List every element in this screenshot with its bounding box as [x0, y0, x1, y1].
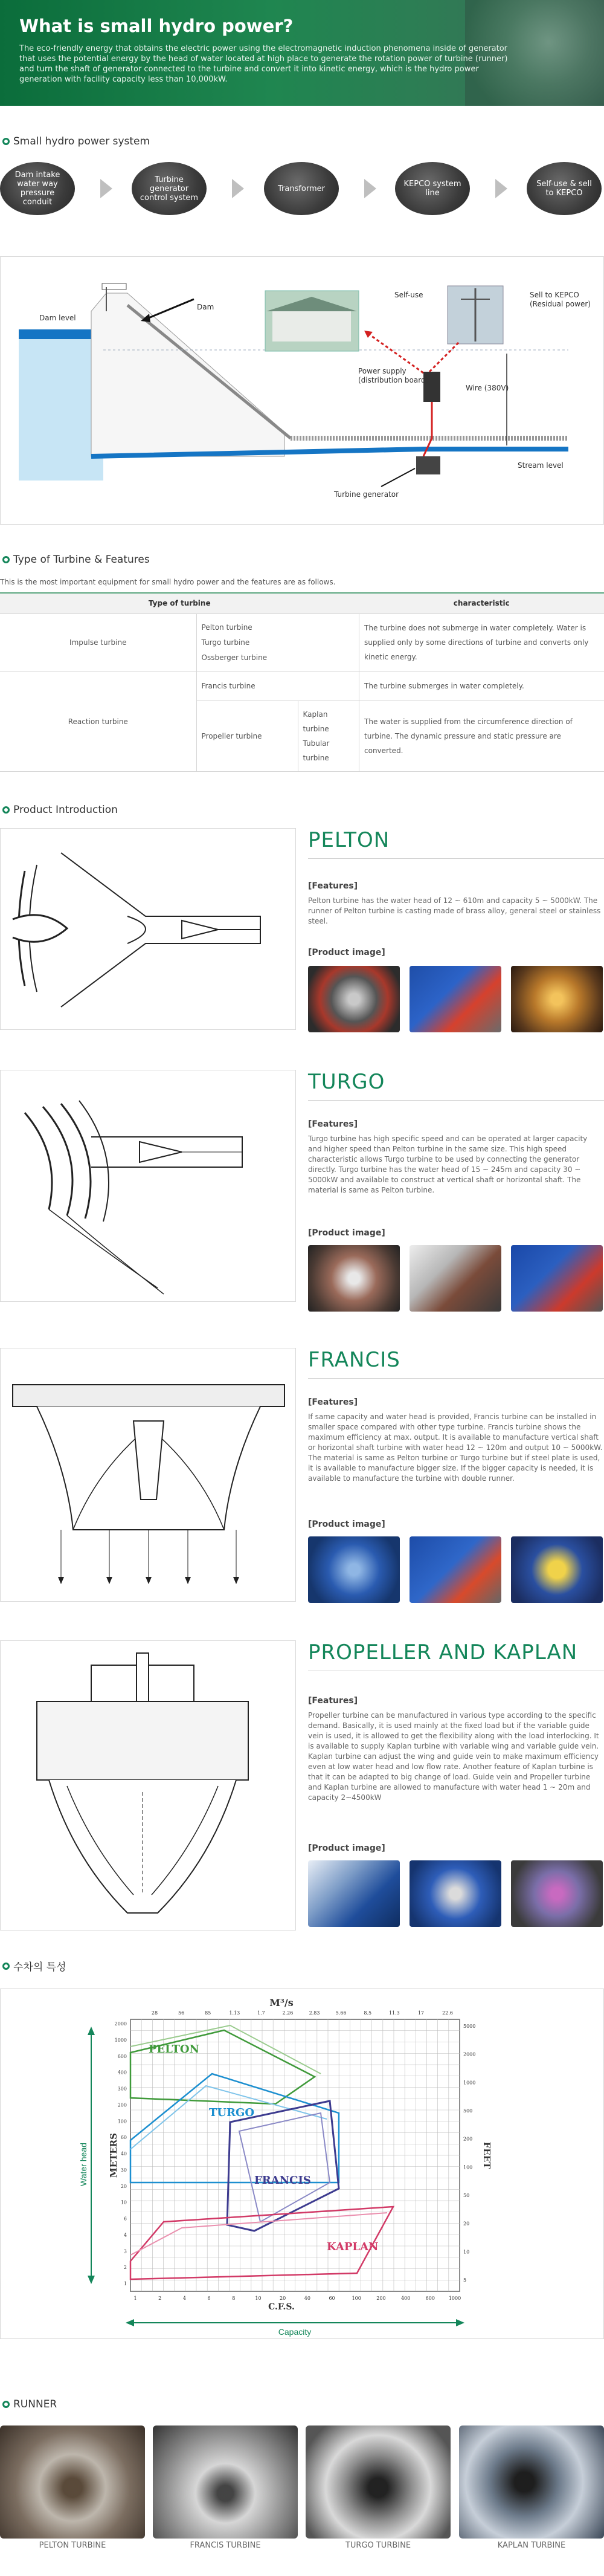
runner-caption: KAPLAN TURBINE	[497, 2541, 566, 2550]
bullet-icon	[2, 2401, 10, 2408]
product-name: FRANCIS	[308, 1348, 400, 1372]
product-image[interactable]	[511, 966, 603, 1032]
tick-label: 4	[182, 2296, 186, 2301]
tick-label: 3	[123, 2248, 127, 2254]
product-image[interactable]	[511, 1860, 603, 1927]
tick-label: 2000	[114, 2021, 127, 2027]
tick-label: 20	[280, 2296, 286, 2301]
label-sell: Sell to KEPCO (Residual power)	[530, 291, 591, 308]
product-image-label: [Product image]	[308, 1843, 385, 1853]
tick-label: 10	[255, 2296, 262, 2301]
water-head-label: Water head	[79, 2143, 88, 2186]
tick-label: 400	[117, 2070, 127, 2076]
tick-label: 5000	[463, 2024, 476, 2029]
tick-label: 1000	[448, 2296, 461, 2301]
product-name: PROPELLER AND KAPLAN	[308, 1640, 578, 1665]
tick-label: 10	[463, 2249, 470, 2255]
capacity-label: Capacity	[278, 2327, 312, 2337]
turbine-generator-unit	[416, 456, 440, 474]
tick-label: 10	[120, 2199, 127, 2205]
bullet-icon	[2, 1963, 10, 1970]
system-diagram	[0, 256, 604, 525]
capacity-arrowhead	[126, 2319, 134, 2326]
turbine-section-description: This is the most important equipment for small hydro power and the features are as follows.	[0, 578, 336, 586]
product-image[interactable]	[511, 1536, 603, 1603]
tick-label: 8.5	[364, 2010, 372, 2016]
product-image[interactable]	[410, 1245, 501, 1312]
turbine-table	[0, 592, 604, 772]
runner-image-pelton[interactable]	[0, 2426, 145, 2539]
features-label: [Features]	[308, 1696, 358, 1706]
tick-label: 200	[463, 2136, 473, 2142]
tick-label: 20	[120, 2183, 127, 2189]
table-header-row	[0, 593, 604, 613]
tick-label: 60	[329, 2296, 335, 2301]
tick-label: 1	[123, 2281, 127, 2286]
francis-char: The turbine submerges in water completely.	[359, 672, 604, 701]
runner-image-francis[interactable]	[153, 2426, 298, 2539]
product-image[interactable]	[308, 1536, 400, 1603]
tick-label: 2.83	[309, 2010, 320, 2016]
tick-label: 20	[463, 2221, 470, 2227]
francis-type: Francis turbine	[196, 672, 359, 701]
product-description: Propeller turbine can be manufactured in various type according to the specific demand. Basically, it is used mainly at the fixed load but if the variable guide vein is used, it is allowed to get the flexibility along with the load interlocking. It is available to supply Kaplan turbine with variable wing and variable guide vein. Kaplan turbine can adjust the wing and guide vein to make maximum efficiency even at low water head and low flow rate. Another feature of Kaplan turbine is that it can be adapted to big change of load. Guide vein and Propeller turbine and Kaplan turbine are allowed to manufacture with water head 1 ~ 20m and capacity 2~4500kW	[308, 1711, 599, 1802]
header-banner	[0, 0, 604, 106]
propeller-char: The water is supplied from the circumference direction of turbine. The dynamic pressure and static pressure are converted.	[359, 701, 604, 771]
label-stream-level: Stream level	[518, 461, 564, 470]
runner-image-turgo[interactable]	[306, 2426, 451, 2539]
flow-step-3: Transformer	[264, 162, 339, 215]
product-image-label: [Product image]	[308, 1228, 385, 1238]
runner-caption: FRANCIS TURBINE	[190, 2541, 261, 2550]
list-item: Tubular turbine	[303, 739, 330, 762]
runner-image-kaplan[interactable]	[459, 2426, 604, 2539]
table-header: Type of turbine	[0, 593, 359, 613]
tick-label: 200	[376, 2296, 386, 2301]
flow-step-5: Self-use & sell to KEPCO	[527, 162, 602, 215]
francis-drawing	[0, 1348, 296, 1602]
tick-label: 600	[117, 2053, 127, 2059]
tick-label: 5.66	[335, 2010, 347, 2016]
runner-caption: TURGO TURBINE	[345, 2541, 411, 2550]
features-label: [Features]	[308, 1397, 358, 1407]
product-name: PELTON	[308, 828, 390, 852]
tick-label: 600	[425, 2296, 435, 2301]
water-head-arrowhead	[88, 2027, 95, 2035]
features-label: [Features]	[308, 881, 358, 891]
runner-section-title: RUNNER	[2, 2398, 57, 2410]
tick-label: 2	[123, 2265, 127, 2271]
chevron-right-icon	[364, 179, 376, 198]
chevron-right-icon	[100, 179, 112, 198]
flow-step-2: Turbine generator control system	[132, 162, 207, 215]
series-label-pelton: PELTON	[149, 2043, 199, 2056]
tick-label: 40	[120, 2151, 127, 2157]
tick-label: 56	[178, 2010, 185, 2016]
series-label-turgo: TURGO	[209, 2106, 255, 2119]
product-image[interactable]	[308, 966, 400, 1032]
tick-label: 17	[417, 2010, 425, 2016]
bottom-axis-label: C.F.S.	[268, 2302, 295, 2312]
dam-body	[91, 293, 284, 456]
table-row	[0, 613, 604, 672]
tick-label: 500	[463, 2108, 473, 2114]
bullet-icon	[2, 806, 10, 814]
tick-label: 85	[205, 2010, 211, 2016]
tick-label: 5	[463, 2277, 467, 2283]
product-name: TURGO	[308, 1070, 385, 1094]
tick-label: 200	[117, 2102, 127, 2108]
flow-step-4: KEPCO system line	[395, 162, 470, 215]
page-title: What is small hydro power?	[19, 16, 294, 36]
characteristics-chart	[0, 1989, 604, 2339]
flow-step-1: Dam intake water way pressure conduit	[0, 162, 75, 215]
product-image[interactable]	[410, 966, 501, 1032]
system-diagram-drawing	[1, 257, 603, 524]
tick-label: 1	[133, 2296, 137, 2301]
reaction-name: Reaction turbine	[0, 672, 196, 771]
list-item: Kaplan turbine	[303, 710, 329, 733]
tick-label: 1.13	[229, 2010, 240, 2016]
water-head-arrowhead	[88, 2276, 95, 2284]
left-inner-axis-label: METERS	[108, 2133, 119, 2178]
label-turbine-generator: Turbine generator	[334, 490, 399, 499]
table-row	[0, 672, 604, 701]
table-header: characteristic	[359, 593, 604, 613]
label-wire: Wire (380V)	[466, 384, 509, 392]
product-description: If same capacity and water head is provided, Francis turbine can be installed in smaller space compared with other type turbine. Francis turbine shows the maximum efficiency at max. output. It is available to manufacture vertical shaft or horizontal shaft turbine with water head 12 ~ 120m and output 10 ~ 5000kW. The material is same as Pelton turbine or Turgo turbine but if steel plate is used, it is available to manufacture bigger size. If the bigger capacity is needed, it is available to manufacture the turbine with double runner.	[308, 1413, 603, 1483]
product-image[interactable]	[308, 1860, 400, 1927]
propeller-type: Propeller turbine	[196, 701, 298, 771]
right-axis-label: FEET	[481, 2141, 492, 2169]
impulse-char: The turbine does not submerge in water completely. Water is supplied only by some directions of turbine and converts only kinetic energy.	[359, 613, 604, 672]
list-item: Turgo turbine	[201, 638, 250, 647]
chevron-right-icon	[495, 179, 507, 198]
characteristics-section-title: 수차의 특성	[2, 1958, 66, 1973]
product-description: Turgo turbine has high specific speed and can be operated at larger capacity and higher speed than Pelton turbine in the same size. This high speed characteristic allows Turgo turbine to be used by connecting the generator directly. Turgo turbine has the water head of 15 ~ 245m and capacity 30 ~ 5000kW and available to construct at vertical shaft or horizontal shaft. The material is same as Pelton turbine.	[308, 1134, 588, 1194]
tick-label: 60	[120, 2135, 127, 2141]
tick-label: 1000	[463, 2080, 476, 2086]
page-description: The eco-friendly energy that obtains the electric power using the electromagnetic induction phenomena inside of generator that uses the potential energy by the head of water located at high place to generate the rotation power of turbine (runner) and turn the shaft of generator connected to the turbine and convert it into kinetic energy, which is the hydro power generation with facility capacity less than 10,000kW.	[19, 44, 508, 84]
bullet-icon	[2, 138, 10, 145]
series-label-kaplan: KAPLAN	[327, 2241, 379, 2253]
tick-label: 400	[400, 2296, 411, 2301]
tick-label: 100	[352, 2296, 361, 2301]
kaplan-drawing	[0, 1640, 296, 1930]
product-image[interactable]	[511, 1245, 603, 1312]
list-item: Ossberger turbine	[201, 653, 268, 662]
label-dam-level: Dam level	[39, 314, 76, 322]
tick-label: 6	[207, 2296, 211, 2301]
tick-label: 6	[123, 2216, 127, 2222]
turbine-section-title: Type of Turbine & Features	[2, 554, 150, 566]
chart-svg	[1, 1989, 603, 2338]
capacity-arrowhead	[456, 2319, 464, 2326]
system-flow	[0, 156, 604, 222]
tick-label: 22.6	[442, 2010, 453, 2016]
product-section-title: Product Introduction	[2, 804, 118, 816]
tick-label: 8	[232, 2296, 236, 2301]
tick-label: 2	[158, 2296, 162, 2301]
reservoir-water	[19, 329, 103, 481]
reservoir-surface	[19, 329, 103, 339]
label-power-supply: Power supply (distribution board)	[358, 367, 429, 384]
runner-caption: PELTON TURBINE	[39, 2541, 106, 2550]
product-description: Pelton turbine has the water head of 12 ~ 610m and capacity 5 ~ 5000kW. The runner of Pelton turbine is casting made of brass alloy, general steel or stainless steel.	[308, 896, 601, 925]
tick-label: 11.3	[388, 2010, 400, 2016]
product-image-label: [Product image]	[308, 948, 385, 957]
pelton-drawing	[0, 828, 296, 1030]
product-image[interactable]	[308, 1245, 400, 1312]
series-label-francis: FRANCIS	[254, 2174, 311, 2187]
tick-label: 30	[120, 2167, 127, 2173]
product-image[interactable]	[410, 1536, 501, 1603]
tick-label: 100	[117, 2118, 127, 2125]
product-image-label: [Product image]	[308, 1519, 385, 1529]
impulse-name: Impulse turbine	[0, 613, 196, 672]
label-self-use: Self-use	[394, 291, 423, 299]
tick-label: 28	[151, 2010, 158, 2016]
system-section-title: Small hydro power system	[2, 135, 150, 147]
tick-label: 40	[304, 2296, 310, 2301]
tick-label: 50	[463, 2193, 470, 2198]
tick-label: 2000	[463, 2051, 476, 2057]
top-axis-label: M³/s	[269, 1997, 294, 2008]
tick-label: 2.26	[282, 2010, 294, 2016]
tick-label: 4	[123, 2232, 127, 2238]
chevron-right-icon	[232, 179, 244, 198]
bullet-icon	[2, 556, 10, 563]
tick-label: 1000	[114, 2037, 127, 2043]
features-label: [Features]	[308, 1119, 358, 1129]
tick-label: 1.7	[257, 2010, 265, 2016]
turgo-drawing	[0, 1070, 296, 1302]
tick-label: 300	[117, 2086, 127, 2092]
product-image[interactable]	[410, 1860, 501, 1927]
label-dam: Dam	[197, 303, 214, 311]
tick-label: 100	[463, 2164, 473, 2170]
list-item: Pelton turbine	[201, 623, 252, 632]
